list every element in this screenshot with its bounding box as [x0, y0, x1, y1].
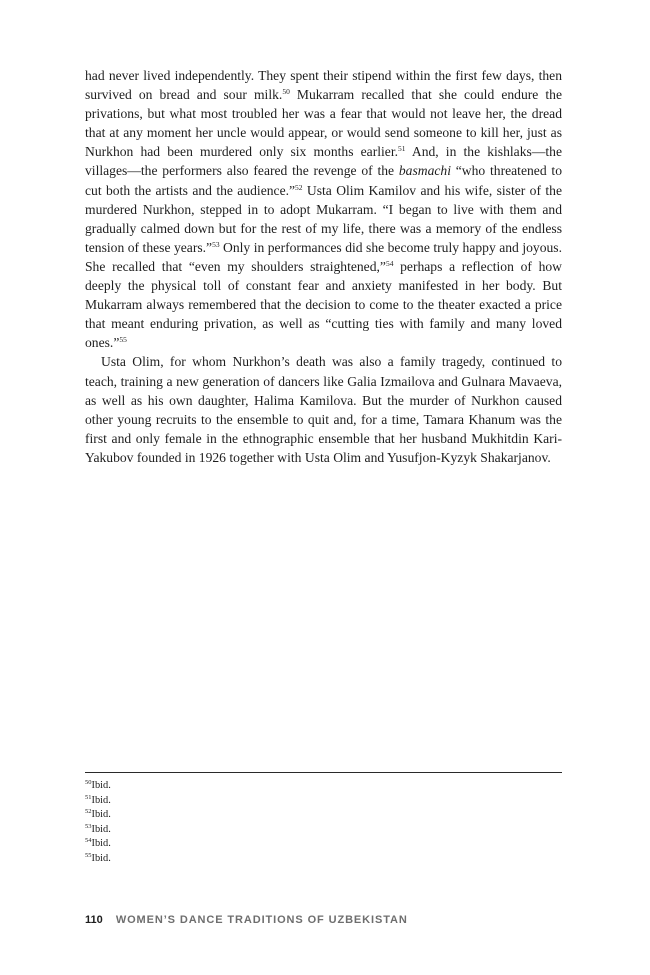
footnote-item	[85, 808, 562, 823]
paragraph-1	[85, 66, 562, 352]
footnote-number: 53	[85, 822, 92, 830]
italic-term: basmachi	[398, 163, 451, 179]
paragraph-1-text: Mukarram recalled that she could endure the privations, but what most troubled her was a fear that would not leave her, the dread that at any moment her uncle would appear, or would send someone to kill her, just as Nurkhon had been murdered only six months earlier.	[85, 87, 562, 160]
footnote-item	[85, 779, 562, 794]
paragraph-1-text: Only in performances did she become truly happy and joyous. She recalled that “even my shoulders straightened,”	[85, 239, 562, 274]
footnote-text: Ibid.	[91, 823, 111, 835]
footnote-number: 50	[85, 779, 92, 786]
page-number: 110	[85, 914, 103, 926]
footnote-item	[85, 794, 562, 809]
paragraph-2: Usta Olim, for whom Nurkhon’s death was also a family tragedy, continued to teach, training a new generation of dancers like Galia Izmailova and Gulnara Mavaeva, as well as his own daughter, Halima Kamilova. But the murder of Nurkhon caused other young recruits to the ensemble to quit and, for a time, Tamara Khanum was the first and only female in the ethnographic ensemble that her husband Mukhitdin Kari-Yakubov founded in 1926 together with Usta Olim and Yusufjon-Kyzyk Shakarjanov.	[85, 354, 562, 465]
footnote-item	[85, 837, 562, 852]
footnote-ref-51[interactable]: 51	[398, 144, 406, 154]
footnote-ref-50[interactable]: 50	[282, 87, 290, 97]
footnote-item	[85, 852, 562, 867]
footnote-divider	[85, 772, 562, 773]
footnote-text: Ibid.	[91, 809, 111, 821]
footnote-text: Ibid.	[91, 852, 111, 864]
paragraph-1-text: had never lived independently. They spent their stipend within the first few days, then survived on bread and sour milk.	[85, 68, 562, 103]
book-title: WOMEN’S DANCE TRADITIONS OF UZBEKISTAN	[115, 914, 408, 926]
footnote-item	[85, 823, 562, 838]
footnote-text: Ibid.	[91, 780, 111, 791]
body-text	[85, 66, 562, 467]
footnote-number: 51	[85, 793, 92, 801]
paragraph-1-text: perhaps a reflection of how deeply the physical toll of constant fear and anxiety manifested in her body. But Mukarram always remembered that the decision to come to the theater exacted a price that meant enduring privation, as well as “cutting ties with family and many loved ones.”	[85, 258, 562, 351]
footnote-ref-54[interactable]: 54	[385, 258, 394, 268]
footnote-ref-52[interactable]: 52	[295, 182, 303, 192]
footnote-number: 52	[85, 808, 92, 816]
footnote-ref-53[interactable]: 53	[212, 239, 220, 249]
footnote-number: 55	[85, 851, 92, 859]
paragraph-1-text: “who threatened to cut both the artists and the audience.”	[85, 163, 562, 198]
paragraph-1-text: And, in the kishlaks—the villages—the performers also feared the revenge of the	[85, 144, 562, 179]
running-footer	[85, 914, 408, 926]
footnote-number: 54	[85, 837, 92, 845]
paragraph-1-text: Usta Olim Kamilov and his wife, sister of the murdered Nurkhon, stepped in to adopt Mukarram. “I began to live with them and gradually calmed down but for the rest of my life, there was a memory of the endless tension of these years.”	[85, 182, 562, 255]
footnote-text: Ibid.	[91, 794, 111, 806]
footnote-ref-55[interactable]: 55	[119, 335, 127, 345]
footnotes-list	[85, 779, 562, 867]
footnote-text: Ibid.	[91, 838, 111, 850]
